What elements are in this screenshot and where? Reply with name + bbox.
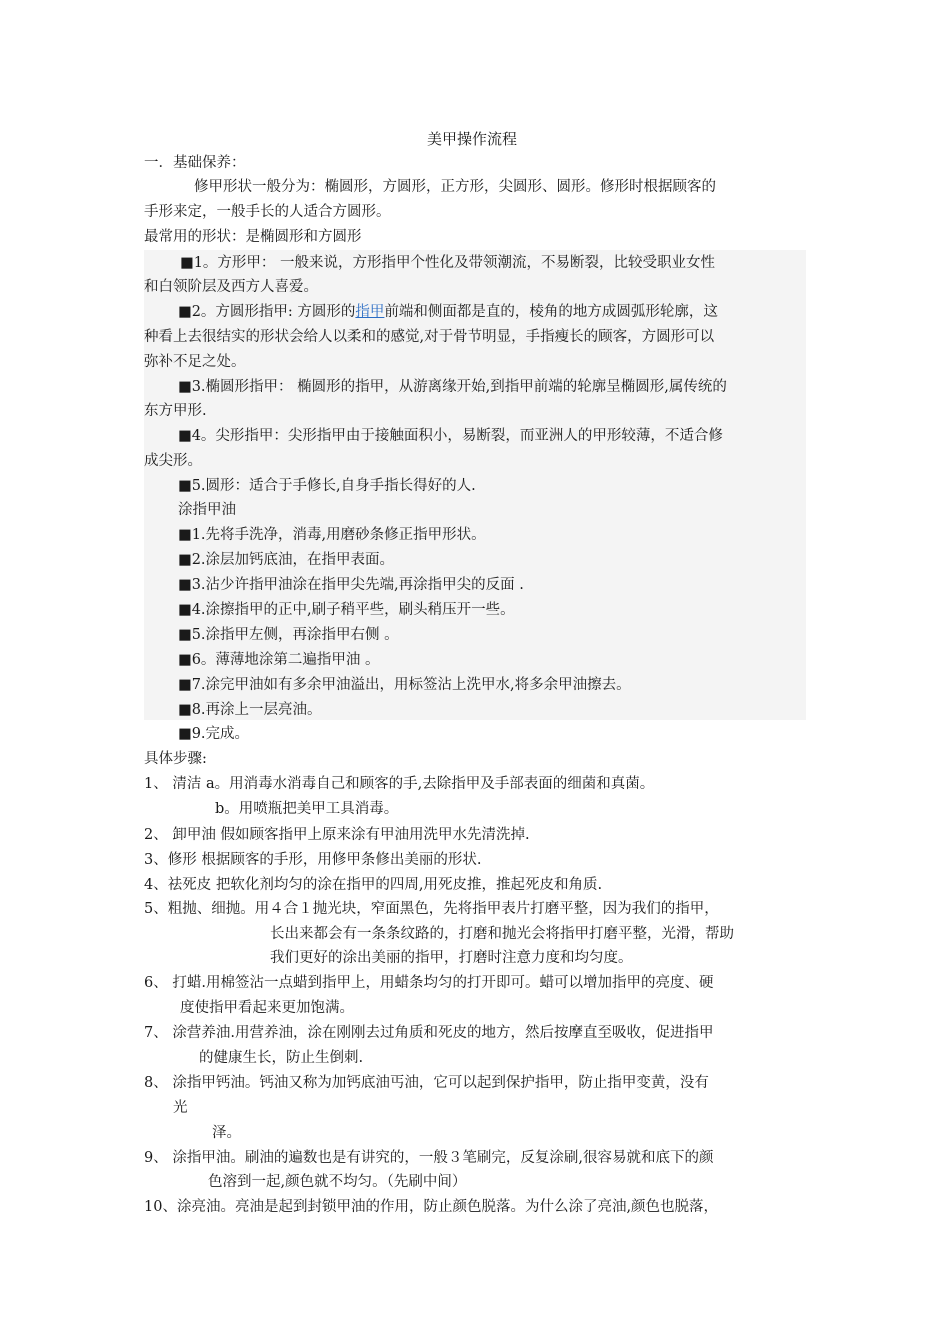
- step-1-line-2: b。用喷瓶把美甲工具消毒。: [215, 801, 399, 817]
- polish-step-8: ■8.再涂上一层亮油。: [178, 702, 322, 718]
- shape-2-text-post: 前端和侧面都是直的，棱角的地方成圆弧形轮廓，这: [384, 304, 718, 320]
- shape-2-line-1: [178, 302, 718, 322]
- shape-4-line-2: 成尖形。: [144, 453, 202, 469]
- shape-3-line-1: ■3.椭圆形指甲： 椭圆形的指甲，从游离缘开始,到指甲前端的轮廓呈椭圆形,属传统的: [178, 379, 727, 395]
- shape-3-line-2: 东方甲形.: [144, 403, 207, 419]
- step-8-line-1: 8、 涂指甲钙油。钙油又称为加钙底油丐油，它可以起到保护指甲，防止指甲变黄，没有: [144, 1075, 709, 1091]
- intro-line-1: 修甲形状一般分为：椭圆形，方圆形，正方形，尖圆形、圆形。修形时根据顾客的: [194, 179, 716, 195]
- step-2: 2、 卸甲油 假如顾客指甲上原来涂有甲油用洗甲水先清洗掉.: [144, 827, 530, 843]
- shape-2-line-3: 弥补不足之处。: [144, 354, 246, 370]
- step-10: 10、涂亮油。亮油是起到封锁甲油的作用，防止颜色脱落。为什么涂了亮油,颜色也脱落，: [144, 1199, 719, 1215]
- polish-step-1: ■1.先将手洗净，消毒,用磨砂条修正指甲形状。: [178, 527, 486, 543]
- polish-step-3: ■3.沾少许指甲油涂在指甲尖先端,再涂指甲尖的反面 .: [178, 577, 524, 593]
- shape-2-text-pre: ■2。方圆形指甲: 方圆形的: [178, 304, 356, 320]
- polish-step-2: ■2.涂层加钙底油，在指甲表面。: [178, 552, 395, 568]
- step-5-line-3: 我们更好的涂出美丽的指甲，打磨时注意力度和均匀度。: [270, 950, 633, 966]
- step-9-line-2: 色溶到一起,颜色就不均匀。（先刷中间）: [208, 1174, 467, 1190]
- polish-heading: 涂指甲油: [178, 502, 236, 518]
- step-3: 3、修形 根据顾客的手形，用修甲条修出美丽的形状.: [144, 852, 482, 868]
- shape-1-line-2: 和白领阶层及西方人喜爱。: [144, 279, 318, 295]
- step-4: 4、祛死皮 把软化剂均匀的涂在指甲的四周,用死皮推，推起死皮和角质.: [144, 877, 603, 893]
- section-heading: 一．基础保养：: [144, 155, 246, 171]
- step-7-line-1: 7、 涂营养油.用营养油，涂在刚刚去过角质和死皮的地方，然后按摩直至吸收，促进指甲: [144, 1025, 714, 1041]
- step-1-line-1: 1、 清洁 a。用消毒水消毒自己和顾客的手,去除指甲及手部表面的细菌和真菌。: [144, 776, 655, 792]
- steps-heading: 具体步骤:: [144, 751, 207, 767]
- document-title: 美甲操作流程: [427, 130, 518, 148]
- step-5-line-2: 长出来都会有一条条纹路的，打磨和抛光会将指甲打磨平整，光滑，帮助: [270, 926, 734, 942]
- shape-2-line-2: 种看上去很结实的形状会给人以柔和的感觉,对于骨节明显，手指瘦长的顾客，方圆形可以: [144, 329, 715, 345]
- polish-step-4: ■4.涂擦指甲的正中,刷子稍平些，刷头稍压开一些。: [178, 602, 515, 618]
- step-7-line-2: 的健康生长，防止生倒刺.: [199, 1050, 364, 1066]
- common-shapes: 最常用的形状：是椭圆形和方圆形: [144, 229, 362, 245]
- step-5-line-1: 5、粗抛、细抛。用４合１抛光块，窄面黑色，先将指甲表片打磨平整，因为我们的指甲，: [144, 901, 719, 917]
- shape-1-line-1: ■1。方形甲： 一般来说，方形指甲个性化及带领潮流，不易断裂，比较受职业女性: [180, 255, 716, 271]
- shape-4-line-1: ■4。尖形指甲：尖形指甲由于接触面积小，易断裂，而亚洲人的甲形较薄，不适合修: [178, 428, 723, 444]
- step-8-line-2: 光: [173, 1100, 188, 1116]
- step-6-line-1: 6、 打蜡.用棉签沾一点蜡到指甲上，用蜡条均匀的打开即可。蜡可以增加指甲的亮度、硬: [144, 975, 714, 991]
- nail-link[interactable]: 指甲: [355, 304, 385, 320]
- polish-step-7: ■7.涂完甲油如有多余甲油溢出，用标签沾上洗甲水,将多余甲油擦去。: [178, 677, 631, 693]
- polish-step-9: ■9.完成。: [178, 726, 250, 742]
- step-9-line-1: 9、 涂指甲油。刷油的遍数也是有讲究的，一般３笔刷完，反复涂刷,很容易就和底下的颜: [144, 1150, 714, 1166]
- shape-5: ■5.圆形：适合于手修长,自身手指长得好的人.: [178, 478, 476, 494]
- polish-step-5: ■5.涂指甲左侧，再涂指甲右侧 。: [178, 627, 399, 643]
- step-8-line-3: 泽。: [212, 1125, 241, 1141]
- intro-line-2: 手形来定，一般手长的人适合方圆形。: [144, 204, 391, 220]
- step-6-line-2: 度使指甲看起来更加饱满。: [180, 1000, 354, 1016]
- polish-step-6: ■6。薄薄地涂第二遍指甲油 。: [178, 652, 380, 668]
